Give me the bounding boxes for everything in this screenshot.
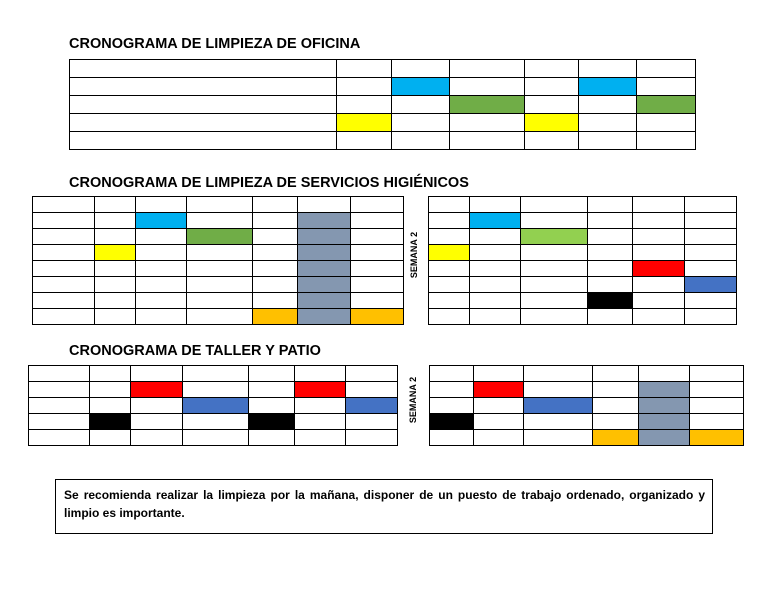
personal-header bbox=[70, 60, 337, 78]
day-header bbox=[183, 366, 249, 382]
assigned-cell bbox=[524, 114, 578, 132]
empty-cell bbox=[136, 277, 187, 293]
empty-cell bbox=[136, 261, 187, 277]
empty-cell bbox=[95, 261, 136, 277]
assigned-cell bbox=[298, 309, 351, 325]
empty-cell bbox=[346, 430, 398, 446]
assigned-cell bbox=[578, 78, 636, 96]
empty-cell bbox=[470, 229, 521, 245]
day-header bbox=[391, 60, 449, 78]
empty-cell bbox=[136, 245, 187, 261]
staff-name bbox=[29, 430, 90, 446]
empty-cell bbox=[578, 114, 636, 132]
empty-cell bbox=[449, 114, 524, 132]
day-header bbox=[95, 197, 136, 213]
empty-cell bbox=[253, 293, 298, 309]
staff-row bbox=[429, 213, 737, 229]
empty-cell bbox=[470, 277, 521, 293]
assigned-cell bbox=[593, 430, 639, 446]
empty-cell bbox=[690, 382, 744, 398]
day-header bbox=[685, 197, 737, 213]
staff-row bbox=[33, 277, 404, 293]
staff-name bbox=[33, 293, 95, 309]
assigned-cell bbox=[685, 277, 737, 293]
empty-cell bbox=[578, 96, 636, 114]
empty-cell bbox=[351, 277, 404, 293]
day-header bbox=[521, 197, 588, 213]
empty-cell bbox=[633, 245, 685, 261]
assigned-cell bbox=[690, 430, 744, 446]
empty-cell bbox=[690, 414, 744, 430]
staff-row bbox=[70, 96, 696, 114]
empty-cell bbox=[295, 414, 346, 430]
empty-cell bbox=[636, 114, 695, 132]
empty-cell bbox=[131, 414, 183, 430]
empty-cell bbox=[295, 398, 346, 414]
day-header bbox=[470, 197, 521, 213]
assigned-cell bbox=[337, 114, 391, 132]
empty-cell bbox=[391, 96, 449, 114]
empty-cell bbox=[593, 414, 639, 430]
empty-cell bbox=[524, 132, 578, 150]
assigned-cell bbox=[639, 398, 690, 414]
assigned-cell bbox=[183, 398, 249, 414]
staff-name bbox=[33, 213, 95, 229]
empty-cell bbox=[685, 213, 737, 229]
empty-cell bbox=[131, 398, 183, 414]
empty-cell bbox=[474, 398, 524, 414]
empty-cell bbox=[474, 430, 524, 446]
empty-cell bbox=[593, 382, 639, 398]
empty-cell bbox=[346, 382, 398, 398]
assigned-cell bbox=[346, 398, 398, 414]
empty-cell bbox=[136, 229, 187, 245]
workshop-schedule-title: CRONOGRAMA DE TALLER Y PATIO bbox=[69, 343, 321, 359]
empty-cell bbox=[521, 277, 588, 293]
empty-cell bbox=[524, 414, 593, 430]
staff-row bbox=[429, 261, 737, 277]
staff-row bbox=[429, 229, 737, 245]
assigned-cell bbox=[187, 229, 253, 245]
empty-cell bbox=[295, 430, 346, 446]
assigned-cell bbox=[298, 229, 351, 245]
empty-cell bbox=[636, 78, 695, 96]
empty-cell bbox=[685, 229, 737, 245]
office-schedule-table bbox=[69, 59, 696, 150]
assigned-cell bbox=[474, 382, 524, 398]
day-header bbox=[588, 197, 633, 213]
day-header bbox=[90, 366, 131, 382]
day-header bbox=[136, 197, 187, 213]
empty-cell bbox=[90, 398, 131, 414]
day-header bbox=[636, 60, 695, 78]
assigned-cell bbox=[90, 414, 131, 430]
empty-cell bbox=[187, 245, 253, 261]
staff-name bbox=[33, 245, 95, 261]
empty-cell bbox=[430, 430, 474, 446]
day-header bbox=[690, 366, 744, 382]
hygiene-week2-table bbox=[428, 196, 737, 325]
assigned-cell bbox=[449, 96, 524, 114]
empty-cell bbox=[588, 245, 633, 261]
empty-cell bbox=[187, 213, 253, 229]
staff-row bbox=[430, 430, 744, 446]
day-header bbox=[298, 197, 351, 213]
day-header bbox=[524, 366, 593, 382]
staff-row bbox=[29, 398, 398, 414]
staff-row bbox=[429, 245, 737, 261]
empty-cell bbox=[95, 309, 136, 325]
day-header bbox=[578, 60, 636, 78]
empty-cell bbox=[391, 132, 449, 150]
assigned-cell bbox=[131, 382, 183, 398]
day-header bbox=[429, 197, 470, 213]
workshop-week2-label: SEMANA 2 bbox=[408, 376, 418, 424]
staff-name bbox=[33, 309, 95, 325]
empty-cell bbox=[685, 261, 737, 277]
empty-cell bbox=[685, 293, 737, 309]
staff-name bbox=[70, 132, 337, 150]
empty-cell bbox=[90, 382, 131, 398]
assigned-cell bbox=[136, 213, 187, 229]
assigned-cell bbox=[298, 277, 351, 293]
day-header bbox=[639, 366, 690, 382]
empty-cell bbox=[187, 261, 253, 277]
empty-cell bbox=[470, 309, 521, 325]
empty-cell bbox=[136, 309, 187, 325]
empty-cell bbox=[521, 293, 588, 309]
empty-cell bbox=[337, 96, 391, 114]
office-schedule-title: CRONOGRAMA DE LIMPIEZA DE OFICINA bbox=[69, 36, 361, 52]
assigned-cell bbox=[470, 213, 521, 229]
day-header bbox=[633, 197, 685, 213]
hygiene-week2-label: SEMANA 2 bbox=[409, 231, 419, 279]
assigned-cell bbox=[95, 245, 136, 261]
day-header bbox=[351, 197, 404, 213]
empty-cell bbox=[429, 309, 470, 325]
empty-cell bbox=[633, 277, 685, 293]
empty-cell bbox=[187, 293, 253, 309]
empty-cell bbox=[351, 261, 404, 277]
empty-cell bbox=[524, 78, 578, 96]
empty-cell bbox=[588, 229, 633, 245]
day-header bbox=[593, 366, 639, 382]
empty-cell bbox=[593, 398, 639, 414]
personal-header bbox=[29, 366, 90, 382]
day-header bbox=[249, 366, 295, 382]
assigned-cell bbox=[298, 213, 351, 229]
empty-cell bbox=[253, 213, 298, 229]
staff-row bbox=[33, 245, 404, 261]
empty-cell bbox=[337, 78, 391, 96]
empty-cell bbox=[351, 213, 404, 229]
empty-cell bbox=[253, 229, 298, 245]
personal-header bbox=[33, 197, 95, 213]
empty-cell bbox=[690, 398, 744, 414]
day-header bbox=[346, 366, 398, 382]
empty-cell bbox=[588, 213, 633, 229]
empty-cell bbox=[470, 245, 521, 261]
staff-row bbox=[70, 132, 696, 150]
empty-cell bbox=[470, 261, 521, 277]
assigned-cell bbox=[588, 293, 633, 309]
staff-row bbox=[429, 277, 737, 293]
staff-name bbox=[70, 78, 337, 96]
staff-row bbox=[429, 293, 737, 309]
empty-cell bbox=[337, 132, 391, 150]
staff-name bbox=[33, 229, 95, 245]
empty-cell bbox=[253, 261, 298, 277]
empty-cell bbox=[183, 430, 249, 446]
empty-cell bbox=[685, 245, 737, 261]
empty-cell bbox=[633, 229, 685, 245]
empty-cell bbox=[521, 245, 588, 261]
staff-name bbox=[33, 277, 95, 293]
staff-row bbox=[430, 414, 744, 430]
assigned-cell bbox=[351, 309, 404, 325]
empty-cell bbox=[429, 229, 470, 245]
empty-cell bbox=[187, 309, 253, 325]
staff-row bbox=[429, 309, 737, 325]
empty-cell bbox=[95, 213, 136, 229]
empty-cell bbox=[524, 96, 578, 114]
empty-cell bbox=[524, 430, 593, 446]
hygiene-schedule-title: CRONOGRAMA DE LIMPIEZA DE SERVICIOS HIGIÉNICOS bbox=[69, 175, 469, 191]
empty-cell bbox=[429, 277, 470, 293]
assigned-cell bbox=[521, 229, 588, 245]
staff-row bbox=[29, 430, 398, 446]
empty-cell bbox=[633, 309, 685, 325]
empty-cell bbox=[470, 293, 521, 309]
empty-cell bbox=[187, 277, 253, 293]
empty-cell bbox=[249, 398, 295, 414]
day-header bbox=[430, 366, 474, 382]
empty-cell bbox=[588, 261, 633, 277]
empty-cell bbox=[474, 414, 524, 430]
empty-cell bbox=[131, 430, 183, 446]
empty-cell bbox=[578, 132, 636, 150]
empty-cell bbox=[429, 213, 470, 229]
staff-row bbox=[29, 382, 398, 398]
empty-cell bbox=[449, 78, 524, 96]
empty-cell bbox=[351, 293, 404, 309]
staff-row bbox=[70, 78, 696, 96]
assigned-cell bbox=[633, 261, 685, 277]
empty-cell bbox=[249, 382, 295, 398]
assigned-cell bbox=[298, 261, 351, 277]
assigned-cell bbox=[429, 245, 470, 261]
day-header bbox=[449, 60, 524, 78]
empty-cell bbox=[95, 229, 136, 245]
assigned-cell bbox=[524, 398, 593, 414]
staff-name bbox=[33, 261, 95, 277]
staff-row bbox=[33, 293, 404, 309]
staff-name bbox=[70, 96, 337, 114]
empty-cell bbox=[351, 245, 404, 261]
empty-cell bbox=[249, 430, 295, 446]
workshop-week1-table bbox=[28, 365, 398, 446]
staff-row bbox=[70, 114, 696, 132]
empty-cell bbox=[95, 277, 136, 293]
staff-row bbox=[33, 261, 404, 277]
staff-row bbox=[430, 398, 744, 414]
assigned-cell bbox=[639, 430, 690, 446]
empty-cell bbox=[136, 293, 187, 309]
empty-cell bbox=[636, 132, 695, 150]
assigned-cell bbox=[253, 309, 298, 325]
empty-cell bbox=[633, 213, 685, 229]
empty-cell bbox=[430, 382, 474, 398]
empty-cell bbox=[521, 261, 588, 277]
empty-cell bbox=[524, 382, 593, 398]
recommendation-note: Se recomienda realizar la limpieza por la mañana, disponer de un puesto de trabajo ordenado, organizado y limpio es importante. bbox=[55, 479, 713, 534]
empty-cell bbox=[95, 293, 136, 309]
staff-name bbox=[29, 414, 90, 430]
assigned-cell bbox=[249, 414, 295, 430]
staff-row bbox=[33, 309, 404, 325]
empty-cell bbox=[253, 277, 298, 293]
staff-row bbox=[33, 229, 404, 245]
day-header bbox=[131, 366, 183, 382]
empty-cell bbox=[183, 414, 249, 430]
assigned-cell bbox=[430, 414, 474, 430]
empty-cell bbox=[588, 277, 633, 293]
empty-cell bbox=[253, 245, 298, 261]
day-header bbox=[474, 366, 524, 382]
staff-row bbox=[430, 382, 744, 398]
day-header bbox=[524, 60, 578, 78]
workshop-week2-table bbox=[429, 365, 744, 446]
assigned-cell bbox=[298, 293, 351, 309]
day-header bbox=[295, 366, 346, 382]
empty-cell bbox=[351, 229, 404, 245]
assigned-cell bbox=[636, 96, 695, 114]
empty-cell bbox=[521, 309, 588, 325]
staff-name bbox=[29, 398, 90, 414]
assigned-cell bbox=[298, 245, 351, 261]
empty-cell bbox=[429, 261, 470, 277]
empty-cell bbox=[183, 382, 249, 398]
staff-row bbox=[29, 414, 398, 430]
empty-cell bbox=[430, 398, 474, 414]
staff-row bbox=[33, 213, 404, 229]
empty-cell bbox=[685, 309, 737, 325]
empty-cell bbox=[449, 132, 524, 150]
assigned-cell bbox=[639, 414, 690, 430]
empty-cell bbox=[521, 213, 588, 229]
hygiene-week1-table bbox=[32, 196, 404, 325]
staff-name bbox=[70, 114, 337, 132]
assigned-cell bbox=[639, 382, 690, 398]
day-header bbox=[337, 60, 391, 78]
staff-name bbox=[29, 382, 90, 398]
empty-cell bbox=[346, 414, 398, 430]
empty-cell bbox=[90, 430, 131, 446]
day-header bbox=[187, 197, 253, 213]
empty-cell bbox=[633, 293, 685, 309]
empty-cell bbox=[391, 114, 449, 132]
assigned-cell bbox=[295, 382, 346, 398]
empty-cell bbox=[429, 293, 470, 309]
assigned-cell bbox=[391, 78, 449, 96]
empty-cell bbox=[588, 309, 633, 325]
day-header bbox=[253, 197, 298, 213]
